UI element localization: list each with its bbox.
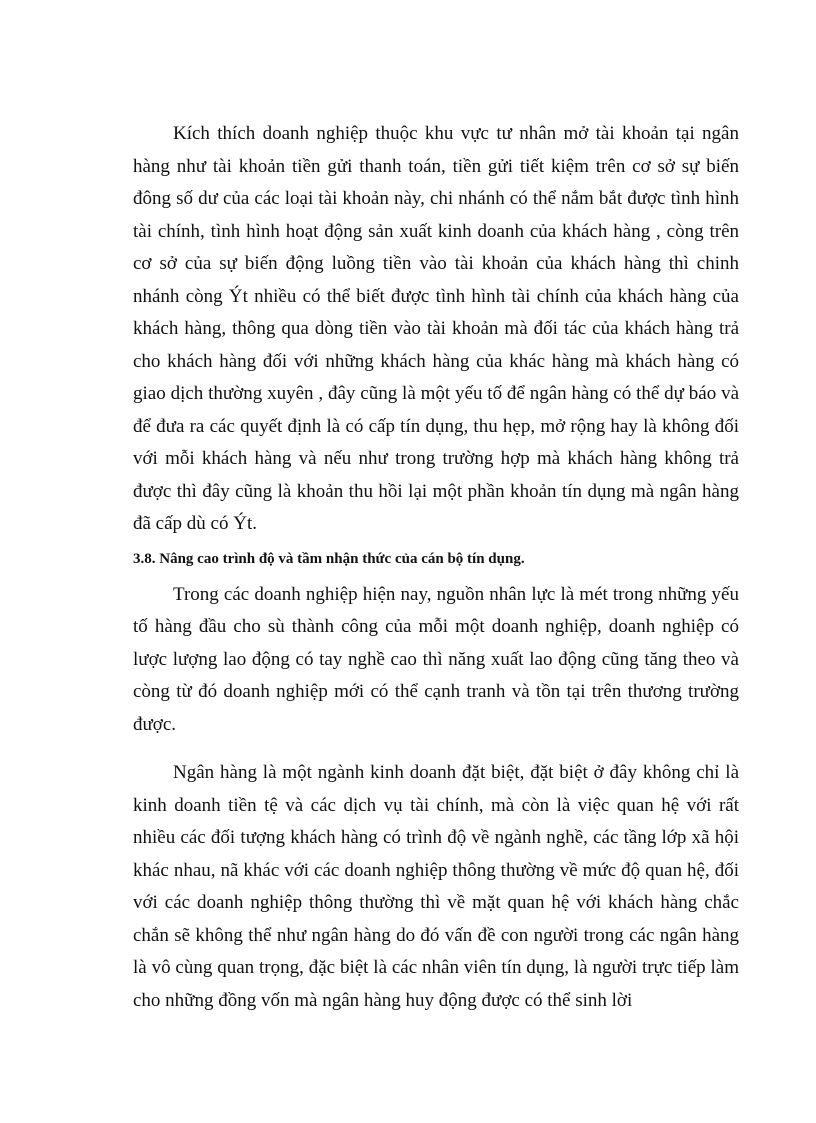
section-heading-3-8: 3.8. Nâng cao trình độ và tầm nhận thức của cán bộ tín dụng.	[133, 550, 525, 567]
document-body	[133, 118, 739, 1017]
paragraph-human-resources: Trong các doanh nghiệp hiện nay, nguồn nhân lực là mét trong những yếu tố hàng đầu cho sù thành công của mỗi một doanh nghiệp, doanh nghiệp có lược lượng lao động có tay nghề cao thì năng xuất lao động cũng tăng theo và còng từ đó doanh nghiệp mới có thể cạnh tranh và tồn tại trên thương trường được.	[133, 583, 739, 735]
paragraph-banking-industry: Ngân hàng là một ngành kinh doanh đặt biệt, đặt biệt ở đây không chỉ là kinh doanh tiền tệ và các dịch vụ tài chính, mà còn là việc quan hệ với rất nhiều các đối tượng khách hàng có trình độ về ngành nghề, các tầng lớp xã hội khác nhau, nã khác với các doanh nghiệp thông thường về mức độ quan hệ, đối với các doanh nghiệp thông thường thì về mặt quan hệ với khách hàng chắc chắn sẽ không thể như ngân hàng do đó vấn đề con người trong các ngân hàng là vô cùng quan trọng, đặc biệt là các nhân viên tín dụng, là người trực tiếp làm cho những đồng vốn mà ngân hàng huy động được có thể sinh lời	[133, 762, 739, 1011]
paragraph-private-sector-accounts: Kích thích doanh nghiệp thuộc khu vực tư nhân mở tài khoản tại ngân hàng như tài khoản tiền gửi thanh toán, tiền gửi tiết kiệm trên cơ sở sự biến đông số dư của các loại tài khoản này, chi nhánh có thể nắm bắt được tình hình tài chính, tình hình hoạt động sản xuất kinh doanh của khách hàng , còng trên cơ sở của sự biến động luồng tiền vào tài khoản của khách hàng thì chinh nhánh còng Ýt nhiều có thể biết được tình hình tài chính của khách hàng của khách hàng, thông qua dòng tiền vào tài khoản mà đối tác của khách hàng trả cho khách hàng đối với những khách hàng của khác hàng mà khách hàng có giao dịch thường xuyên , đây cũng là một yếu tố để ngân hàng có thể dự báo và để đưa ra các quyết định là có cấp tín dụng, thu hẹp, mở rộng hay là không đối với mỗi khách hàng và nếu như trong trường hợp mà khách hàng không trả được thì đây cũng là khoản thu hồi lại một phần khoản tín dụng mà ngân hàng đã cấp dù có Ýt.	[133, 123, 739, 534]
